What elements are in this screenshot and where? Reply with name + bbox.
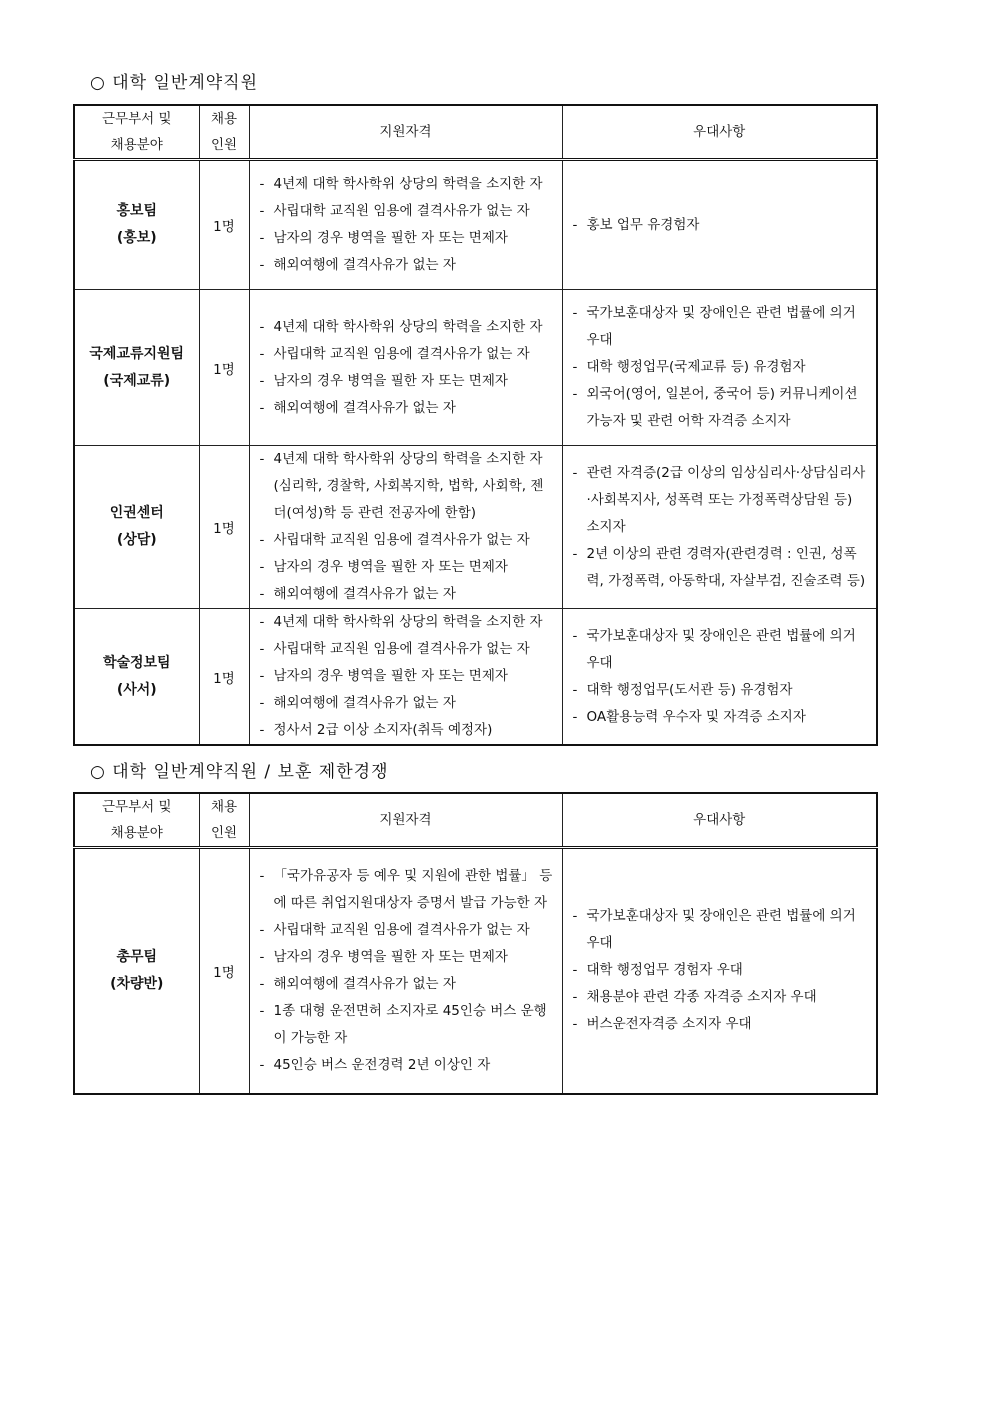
list-item-text: 사립대학 교직원 임용에 결격사유가 없는 자 [273,641,530,657]
table-header-row [74,105,877,160]
list-item-text: 해외여행에 결격사유가 없는 자 [273,586,456,602]
header-preferences: 우대사항 [562,105,877,160]
bullet-dash: - [259,1002,265,1019]
list-item-text: 남자의 경우 병역을 필한 자 또는 면제자 [273,948,508,965]
bullet-dash: - [572,989,578,1006]
bullet-dash: - [259,372,265,389]
list-item-text: 45인승 버스 운전경력 2년 이상인 자 [273,1056,491,1073]
list-item [260,198,554,225]
list-item [573,300,869,354]
list-item [573,623,869,677]
list-item-text: 1종 대형 운전면허 소지자로 45인승 버스 운행이 가능한 자 [273,1002,547,1046]
header-dept-line2: 채용분야 [110,825,163,841]
list-item-text: 해외여행에 결격사유가 없는 자 [273,695,456,711]
count-cell: 1명 [199,609,249,746]
list-item [573,1011,869,1038]
bullet-dash: - [259,318,265,335]
list-item [260,636,554,663]
table-row [74,848,877,1094]
header-count [199,105,249,160]
section-1-title: ○ 대학 일반계약직원 [90,73,259,93]
list-item-text: 사립대학 교직원 임용에 결격사유가 없는 자 [273,532,530,548]
bullet-dash: - [259,668,265,684]
bullet-dash: - [572,1016,578,1033]
list-item [260,917,554,944]
bullet-dash: - [259,948,265,965]
bullet-dash: - [572,627,578,644]
list-item-text: 국가보훈대상자 및 장애인은 관련 법률에 의거 우대 [586,908,856,952]
count-cell: 1명 [199,290,249,446]
list-item [573,460,869,541]
bullet-dash: - [259,586,265,602]
bullet-dash: - [259,695,265,711]
dept-cell [74,160,199,290]
dept-name: 학술정보팀 [102,654,171,671]
list-item-text: 4년제 대학 학사학위 상당의 학력을 소지한 자 [273,614,543,630]
list-item-text: 사립대학 교직원 임용에 결격사유가 없는 자 [273,203,530,219]
dept-name: 홍보팀 [116,203,158,219]
list-item-text: 해외여행에 결격사유가 없는 자 [273,975,456,992]
list-item [260,171,554,198]
list-item-text: 4년제 대학 학사학위 상당의 학력을 소지한 자 [273,176,543,192]
qualification-cell [249,848,562,1094]
list-item [260,1052,554,1079]
list-item [260,863,554,917]
list-item [573,903,869,957]
list-item-text: 「국가유공자 등 예우 및 지원에 관한 법률」 등에 따른 취업지원대상자 증명서 발급 가능한 자 [273,867,553,911]
bullet-dash: - [572,908,578,925]
list-item-text: 4년제 대학 학사학위 상당의 학력을 소지한 자 (심리학, 경찰학, 사회복지학, 법학, 사회학, 젠더(여성)학 등 관련 전공자에 한함) [273,451,544,521]
bullet-dash: - [572,386,578,402]
bullet-dash: - [572,545,578,562]
list-item [260,554,554,581]
bullet-dash: - [259,399,265,416]
qualification-cell [249,609,562,746]
dept-cell [74,446,199,609]
table-row [74,609,877,746]
bullet-dash: - [572,216,578,233]
qualification-list [250,609,562,744]
list-item-text: 4년제 대학 학사학위 상당의 학력을 소지한 자 [273,318,543,335]
bullet-dash: - [259,203,265,219]
qualification-list [250,863,562,1079]
list-item [260,998,554,1052]
header-dept [74,105,199,160]
list-item [260,527,554,554]
bullet-dash: - [572,305,578,321]
qualification-cell [249,290,562,446]
preference-list [563,903,877,1038]
bullet-dash: - [259,345,265,362]
preference-cell [562,848,877,1094]
list-item-text: 버스운전자격증 소지자 우대 [586,1016,752,1033]
list-item [260,690,554,717]
dept-cell [74,848,199,1094]
list-item-text: 해외여행에 결격사유가 없는 자 [273,399,456,416]
list-item-text: 홍보 업무 유경험자 [586,216,700,233]
list-item-text: 국가보훈대상자 및 장애인은 관련 법률에 의거 우대 [586,305,856,348]
bullet-dash: - [259,867,265,884]
list-item-text: 사립대학 교직원 임용에 결격사유가 없는 자 [273,345,530,362]
dept-field: (국제교류) [103,372,171,389]
qualification-list [250,314,562,422]
count-cell: 1명 [199,446,249,609]
list-item-text: 남자의 경우 병역을 필한 자 또는 면제자 [273,559,508,575]
list-item [260,368,554,395]
list-item-text: 대학 행정업무(국제교류 등) 유경험자 [586,359,806,375]
header-dept-line1: 근무부서 및 [102,111,172,127]
list-item [260,971,554,998]
header-qualifications: 지원자격 [249,105,562,160]
header-dept-line1: 근무부서 및 [102,799,172,815]
list-item-text: 대학 행정업무(도서관 등) 유경험자 [586,681,793,698]
header-qualifications: 지원자격 [249,793,562,848]
list-item-text: 채용분야 관련 각종 자격증 소지자 우대 [586,989,817,1006]
header-count-line2: 인원 [210,137,238,153]
list-item [260,663,554,690]
preference-list [563,623,877,731]
list-item [573,984,869,1011]
dept-field: (사서) [116,681,157,698]
bullet-dash: - [572,962,578,979]
bullet-dash: - [572,359,578,375]
list-item-text: 국가보훈대상자 및 장애인은 관련 법률에 의거 우대 [586,627,856,671]
list-item-text: 관련 자격증(2급 이상의 임상심리사·상담심리사·사회복지사, 성폭력 또는 가정폭력상담원 등) 소지자 [586,464,866,535]
header-count-line2: 인원 [210,825,238,841]
qualification-list [250,446,562,608]
list-item-text: 외국어(영어, 일본어, 중국어 등) 커뮤니케이션 가능자 및 관련 어학 자격증 소지자 [586,386,858,429]
qualification-cell [249,160,562,290]
dept-field: (상담) [116,532,157,548]
qualification-cell [249,446,562,609]
dept-field: (차량반) [110,975,164,992]
list-item [260,446,554,527]
section-2-title: ○ 대학 일반계약직원 / 보훈 제한경쟁 [90,762,389,782]
list-item [260,944,554,971]
preference-list [563,212,877,239]
preference-list [563,460,877,595]
list-item-text: OA활용능력 우수자 및 자격증 소지자 [586,708,806,725]
bullet-dash: - [259,451,265,467]
header-dept [74,793,199,848]
count-cell: 1명 [199,160,249,290]
list-item [260,395,554,422]
dept-cell [74,609,199,746]
bullet-dash: - [259,257,265,273]
bullet-dash: - [259,975,265,992]
bullet-dash: - [572,464,578,481]
bullet-dash: - [259,532,265,548]
bullet-dash: - [572,708,578,725]
recruit-table-2 [73,792,878,1095]
list-item [260,341,554,368]
list-item-text: 남자의 경우 병역을 필한 자 또는 면제자 [273,372,508,389]
list-item [573,704,869,731]
list-item [260,252,554,279]
qualification-list [250,171,562,279]
count-cell: 1명 [199,848,249,1094]
list-item-text: 남자의 경우 병역을 필한 자 또는 면제자 [273,230,508,246]
preference-cell [562,290,877,446]
dept-name: 총무팀 [116,948,158,965]
list-item [260,314,554,341]
header-count-line1: 채용 [210,111,238,127]
bullet-dash: - [259,176,265,192]
recruit-table-1 [73,104,878,746]
preference-list [563,300,877,435]
header-count-line1: 채용 [210,799,238,815]
bullet-dash: - [259,921,265,938]
header-dept-line2: 채용분야 [110,137,163,153]
list-item [573,212,869,239]
table-row [74,446,877,609]
list-item [573,541,869,595]
table-row [74,160,877,290]
table-row [74,290,877,446]
list-item [260,717,554,744]
list-item-text: 대학 행정업무 경험자 우대 [586,962,743,979]
bullet-dash: - [259,559,265,575]
list-item-text: 사립대학 교직원 임용에 결격사유가 없는 자 [273,921,530,938]
bullet-dash: - [259,722,265,738]
list-item [260,581,554,608]
list-item-text: 정사서 2급 이상 소지자(취득 예정자) [273,722,493,738]
bullet-dash: - [259,1056,265,1073]
list-item [260,609,554,636]
list-item [260,225,554,252]
preference-cell [562,160,877,290]
list-item [573,677,869,704]
preference-cell [562,446,877,609]
dept-field: (홍보) [116,230,157,246]
list-item-text: 남자의 경우 병역을 필한 자 또는 면제자 [273,668,508,684]
list-item [573,381,869,435]
dept-name: 국제교류지원팀 [89,345,185,362]
bullet-dash: - [259,641,265,657]
bullet-dash: - [259,614,265,630]
bullet-dash: - [259,230,265,246]
list-item-text: 2년 이상의 관련 경력자(관련경력 : 인권, 성폭력, 가정폭력, 아동학대, 자살부검, 진술조력 등) [586,545,866,589]
preference-cell [562,609,877,746]
list-item [573,354,869,381]
dept-cell [74,290,199,446]
dept-name: 인권센터 [109,505,164,521]
table-header-row [74,793,877,848]
list-item-text: 해외여행에 결격사유가 없는 자 [273,257,456,273]
bullet-dash: - [572,681,578,698]
header-preferences: 우대사항 [562,793,877,848]
header-count [199,793,249,848]
list-item [573,957,869,984]
